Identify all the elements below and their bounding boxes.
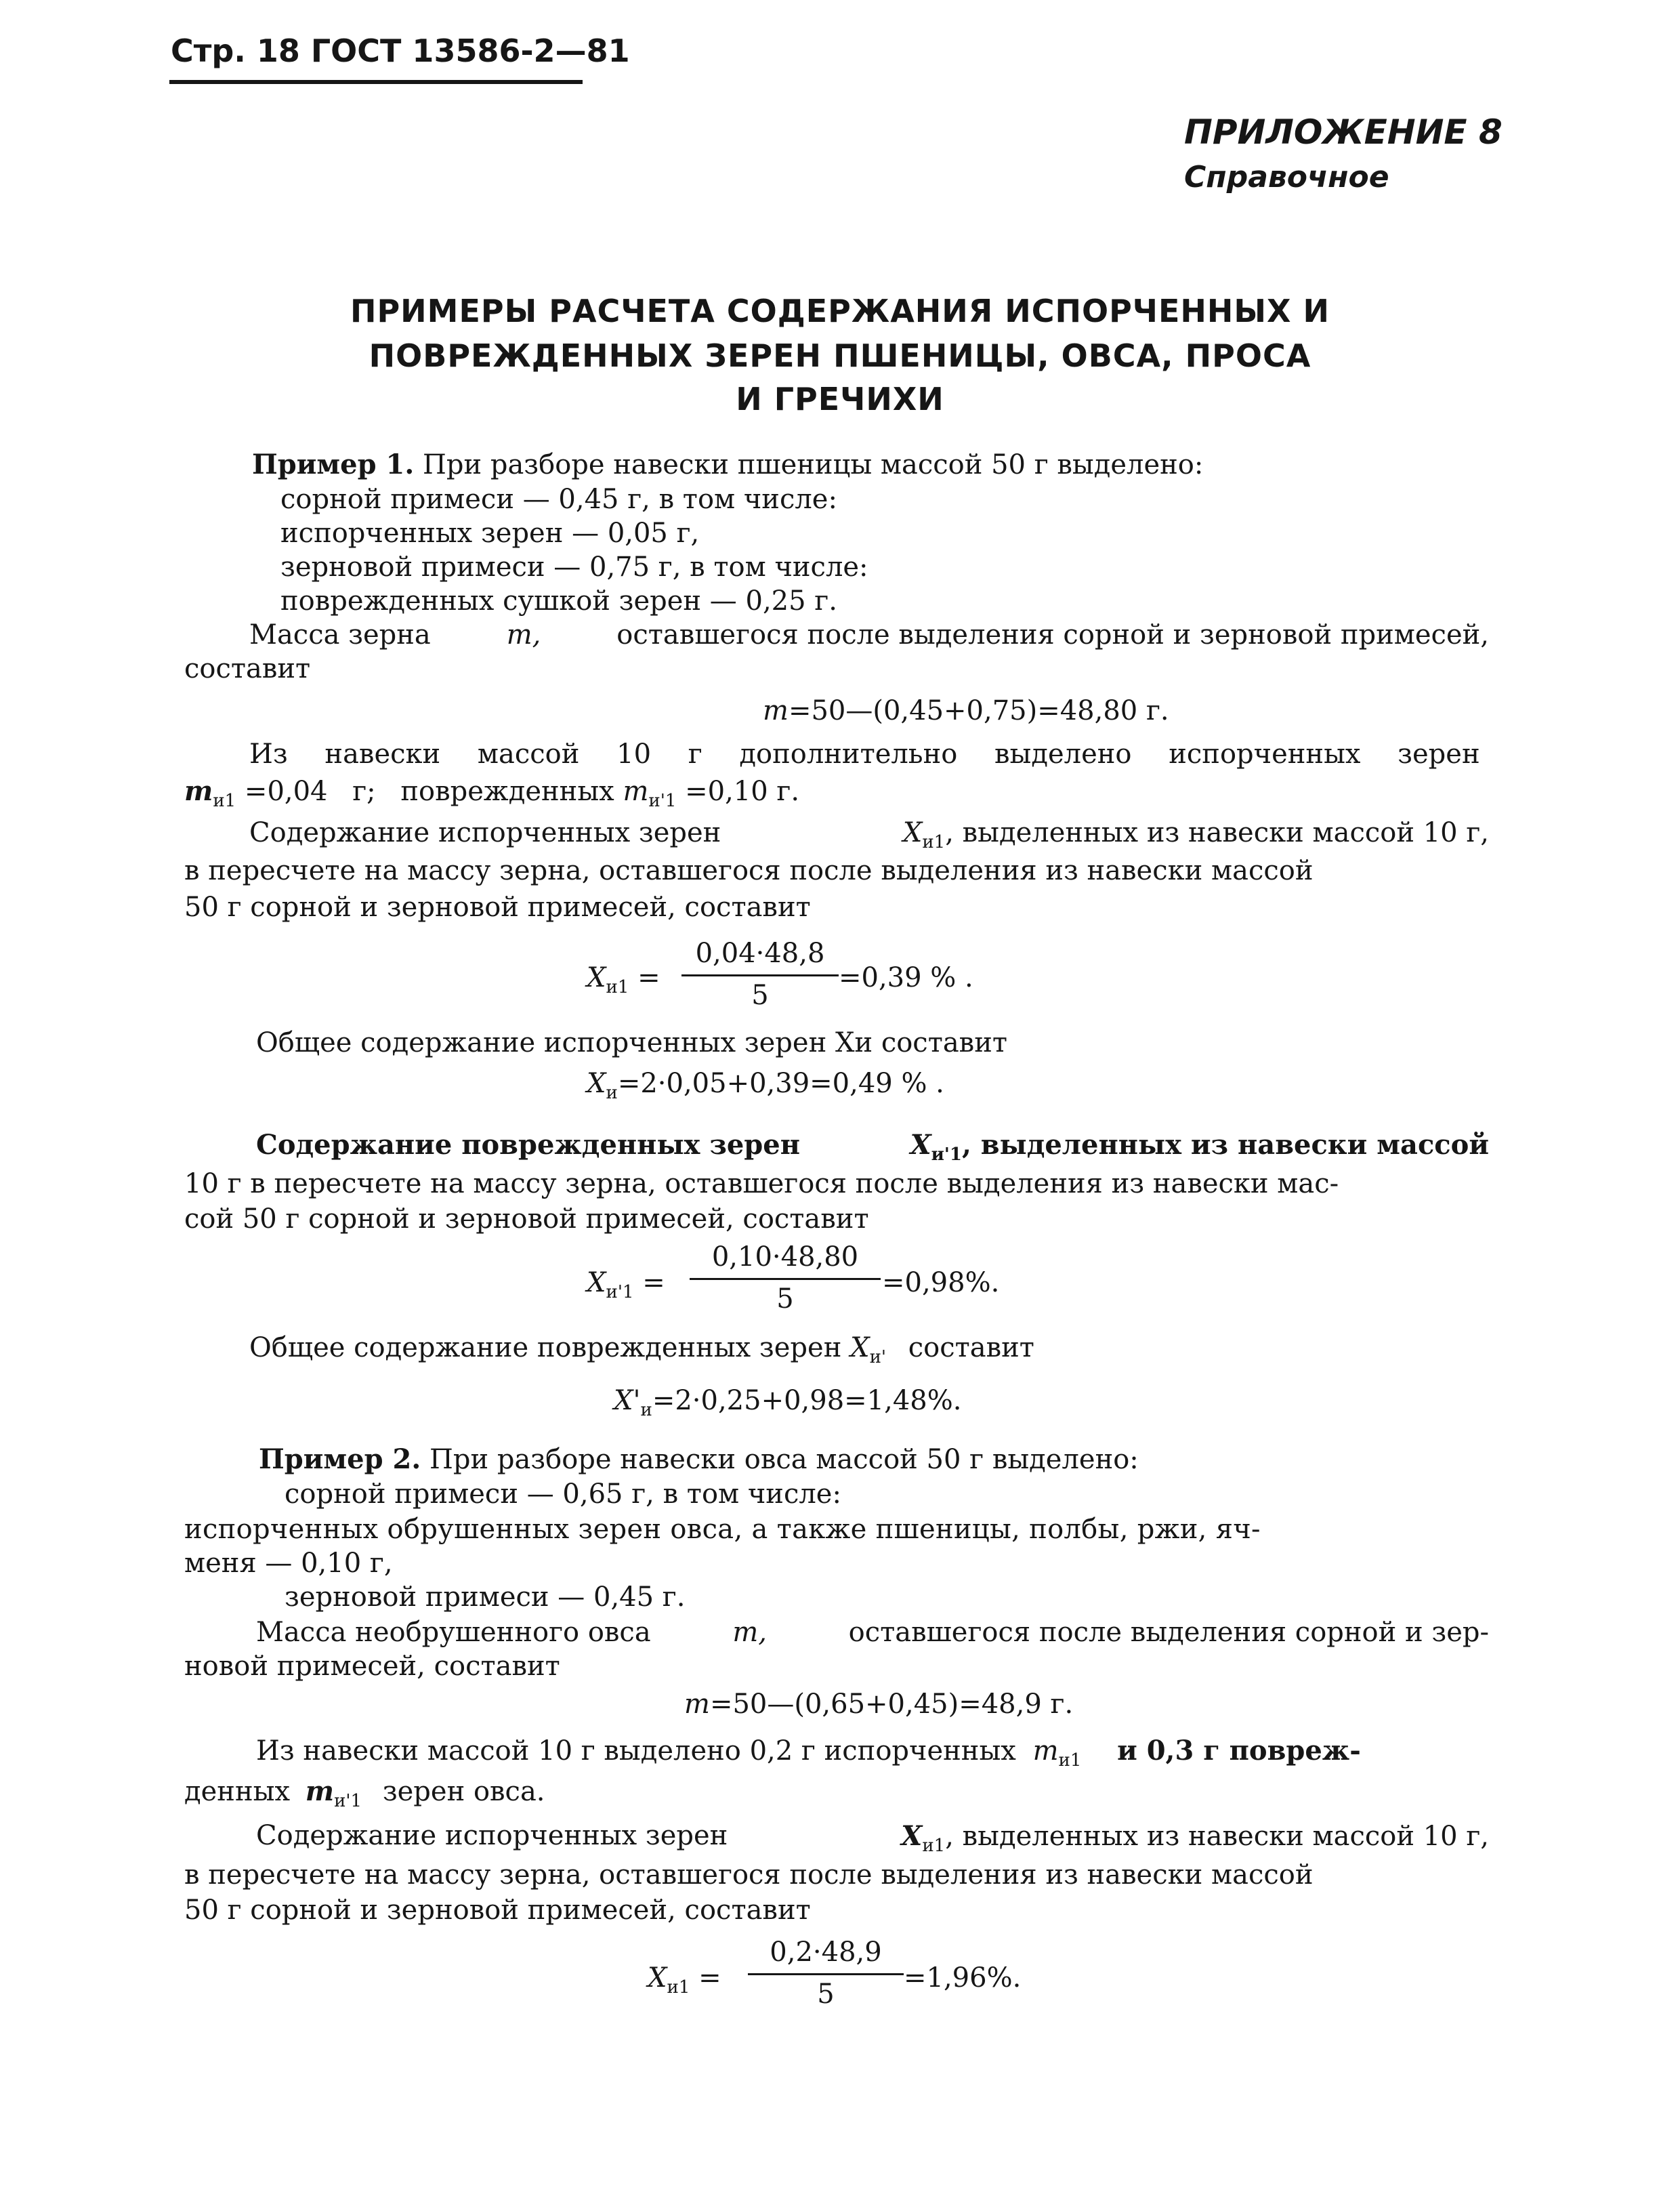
- formula3-var: X: [587, 1267, 606, 1298]
- formula1-sub: и1: [606, 977, 629, 997]
- example1-intro-line: [252, 449, 1203, 480]
- example2-spoiled-var: X: [901, 1820, 923, 1852]
- example1-line-2: испорченных зерен — 0,05 г,: [280, 518, 700, 549]
- example2-formula-m-var: m: [684, 1689, 710, 1720]
- example2-formula-m: [684, 1689, 1073, 1720]
- example2-label: Пример 2.: [259, 1443, 421, 1475]
- example1-label: Пример 1.: [252, 449, 415, 480]
- example1-total-damaged-var: X: [850, 1332, 870, 1363]
- example1-spoiled-line-1: [249, 817, 1489, 852]
- formula5-var: X: [648, 1962, 667, 1994]
- example2-intro-line: [259, 1443, 1139, 1475]
- example1-line-3: зерновой примеси — 0,75 г, в том числе:: [280, 552, 868, 583]
- example1-extra-var2: m: [623, 776, 649, 807]
- formula1-numerator: 0,04·48,8: [695, 938, 825, 969]
- example2-spoiled-a1: Содержание испорченных зерен: [256, 1820, 728, 1851]
- formula1-result: =0,39 % .: [839, 962, 973, 993]
- example1-damaged-var: X: [910, 1129, 931, 1161]
- formula5-sub: и1: [667, 1977, 690, 1998]
- example2-spoiled-sub: и1: [922, 1836, 946, 1856]
- example2-extra-a2: и 0,3 г повреж-: [1117, 1735, 1361, 1767]
- example1-mass-var: m,: [506, 619, 541, 651]
- formula5-bar: [748, 1973, 904, 1975]
- formula4: [614, 1385, 961, 1420]
- example2-line-4: зерновой примеси — 0,45 г.: [285, 1582, 686, 1613]
- example1-intro: При разборе навески пшеницы массой 50 г выделено:: [422, 449, 1204, 480]
- title-line-3: И ГРЕЧИХИ: [736, 381, 944, 417]
- formula3-result: =0,98%.: [882, 1267, 1000, 1298]
- formula1-lhs: $X_{и1}$ =: [587, 962, 660, 997]
- example1-spoiled-a2: , выделенных из навески массой 10 г,: [945, 817, 1489, 848]
- example2-spoiled-line-1: [256, 1820, 1489, 1856]
- example2-intro: При разборе навески овса массой 50 г выделено:: [429, 1444, 1139, 1475]
- example2-spoiled-a2: , выделенных из навески массой 10 г,: [945, 1821, 1489, 1852]
- formula4-sub: и: [640, 1400, 652, 1420]
- example2-extra-b1: денных: [184, 1776, 291, 1807]
- example1-mass-line: [249, 619, 1489, 651]
- example1-formula-m-rest: =50—(0,45+0,75)=48,80 г.: [788, 695, 1169, 726]
- formula1-var: X: [587, 962, 606, 993]
- example2-mass-line: [256, 1617, 1489, 1648]
- example2-mass-var: m,: [732, 1617, 767, 1648]
- title-line-2: ПОВРЕЖДЕННЫХ ЗЕРЕН ПШЕНИЦЫ, ОВСА, ПРОСА: [369, 337, 1311, 374]
- formula2-var: X: [587, 1068, 606, 1099]
- appendix-label: ПРИЛОЖЕНИЕ 8: [1184, 112, 1503, 152]
- example2-extra-var2: m: [305, 1775, 335, 1807]
- example1-total-spoiled: Общее содержание испорченных зерен Xи составит: [256, 1027, 1007, 1058]
- formula3-lhs: $X_{и'1}$ =: [587, 1267, 665, 1302]
- formula1-bar: [681, 974, 839, 976]
- formula2-rest: =2·0,05+0,39=0,49 % .: [617, 1068, 944, 1099]
- example2-extra-line-2: [184, 1775, 545, 1811]
- header-rule: [169, 80, 583, 84]
- formula5-denominator: 5: [817, 1979, 835, 2010]
- example2-formula-m-rest: =50—(0,65+0,45)=48,9 г.: [709, 1689, 1074, 1720]
- appendix-type: Справочное: [1184, 160, 1389, 194]
- example2-extra-line-1: [256, 1735, 1489, 1771]
- formula3-numerator: 0,10·48,80: [711, 1241, 859, 1273]
- example2-extra-var: m: [1032, 1735, 1059, 1767]
- example1-total-damaged: [249, 1332, 1034, 1367]
- example2-line-1: сорной примеси — 0,65 г, в том числе:: [285, 1479, 841, 1510]
- example2-extra-sub: и1: [1058, 1750, 1082, 1771]
- example1-formula-m: [763, 695, 1169, 726]
- example1-total-damaged-sub: и': [869, 1347, 887, 1367]
- example2-extra-b2: зерен овса.: [382, 1776, 545, 1807]
- formula4-var: X': [614, 1385, 641, 1416]
- example1-extra-b: [184, 775, 799, 811]
- formula2-sub: и: [606, 1083, 618, 1103]
- example1-total-damaged-a: Общее содержание поврежденных зерен: [249, 1332, 842, 1363]
- example1-spoiled-sub: и1: [922, 832, 946, 852]
- example1-extra-mid: =0,04 г; поврежденных: [244, 776, 614, 807]
- example1-spoiled-var: X: [902, 817, 923, 848]
- formula3-sub: и'1: [606, 1282, 634, 1302]
- example1-damaged-sub: и'1: [931, 1144, 962, 1165]
- example1-spoiled-c: 50 г сорной и зерновой примесей, составит: [184, 892, 811, 923]
- example2-spoiled-c: 50 г сорной и зерновой примесей, составит: [184, 1895, 811, 1926]
- example2-mass-b: оставшегося после выделения сорной и зер-: [848, 1617, 1489, 1648]
- formula3-bar: [690, 1278, 881, 1280]
- example1-damaged-c: сой 50 г сорной и зерновой примесей, составит: [184, 1203, 869, 1235]
- example1-line-4: поврежденных сушкой зерен — 0,25 г.: [280, 585, 837, 617]
- formula2: [587, 1068, 944, 1103]
- title-line-1: ПРИМЕРЫ РАСЧЕТА СОДЕРЖАНИЯ ИСПОРЧЕННЫХ И: [350, 293, 1330, 329]
- example2-extra-sub2: и'1: [334, 1791, 362, 1811]
- example1-extra-a: Из навески массой 10 г дополнительно выделено испорченных зерен: [249, 739, 1480, 770]
- example1-extra-sub2: и'1: [648, 791, 677, 811]
- example1-extra-sub1: и1: [213, 791, 236, 811]
- example1-extra-var1: m: [184, 775, 213, 807]
- example1-damaged-a2: , выделенных из навески массой: [961, 1129, 1489, 1161]
- formula1-denominator: 5: [751, 980, 769, 1011]
- formula5-numerator: 0,2·48,9: [770, 1937, 882, 1968]
- formula5-result: =1,96%.: [904, 1962, 1022, 1994]
- example1-total-damaged-b: составит: [908, 1332, 1034, 1363]
- example1-damaged-b: 10 г в пересчете на массу зерна, оставшегося после выделения из навески мас-: [184, 1168, 1339, 1199]
- example1-extra-end: =0,10 г.: [685, 776, 800, 807]
- example1-spoiled-b: в пересчете на массу зерна, оставшегося после выделения из навески массой: [184, 855, 1314, 886]
- page-header: Стр. 18 ГОСТ 13586-2—81: [171, 33, 630, 69]
- example1-mass-a: Масса зерна: [249, 619, 431, 651]
- example2-line-3: меня — 0,10 г,: [184, 1548, 393, 1579]
- example1-formula-m-var: m: [763, 695, 789, 726]
- formula4-rest: =2·0,25+0,98=1,48%.: [652, 1385, 962, 1416]
- example2-mass-a: Масса необрушенного овса: [256, 1617, 651, 1648]
- example2-extra-a1: Из навески массой 10 г выделено 0,2 г испорченных: [256, 1735, 1016, 1767]
- example2-spoiled-b: в пересчете на массу зерна, оставшегося после выделения из навески массой: [184, 1859, 1314, 1891]
- example2-mass-c: новой примесей, составит: [184, 1651, 560, 1682]
- example2-line-2: испорченных обрушенных зерен овса, а также пшеницы, полбы, ржи, яч-: [184, 1514, 1261, 1545]
- example1-line-1: сорной примеси — 0,45 г, в том числе:: [280, 484, 837, 515]
- example1-mass-b: оставшегося после выделения сорной и зерновой примесей,: [616, 619, 1489, 651]
- formula5-lhs: $X_{и1}$ =: [648, 1962, 721, 1998]
- example1-damaged-line-1: [256, 1129, 1489, 1165]
- example1-damaged-a1: Содержание поврежденных зерен: [256, 1129, 800, 1161]
- example1-mass-c: составит: [184, 653, 311, 684]
- formula3-denominator: 5: [776, 1283, 794, 1315]
- example1-spoiled-a1: Содержание испорченных зерен: [249, 817, 721, 848]
